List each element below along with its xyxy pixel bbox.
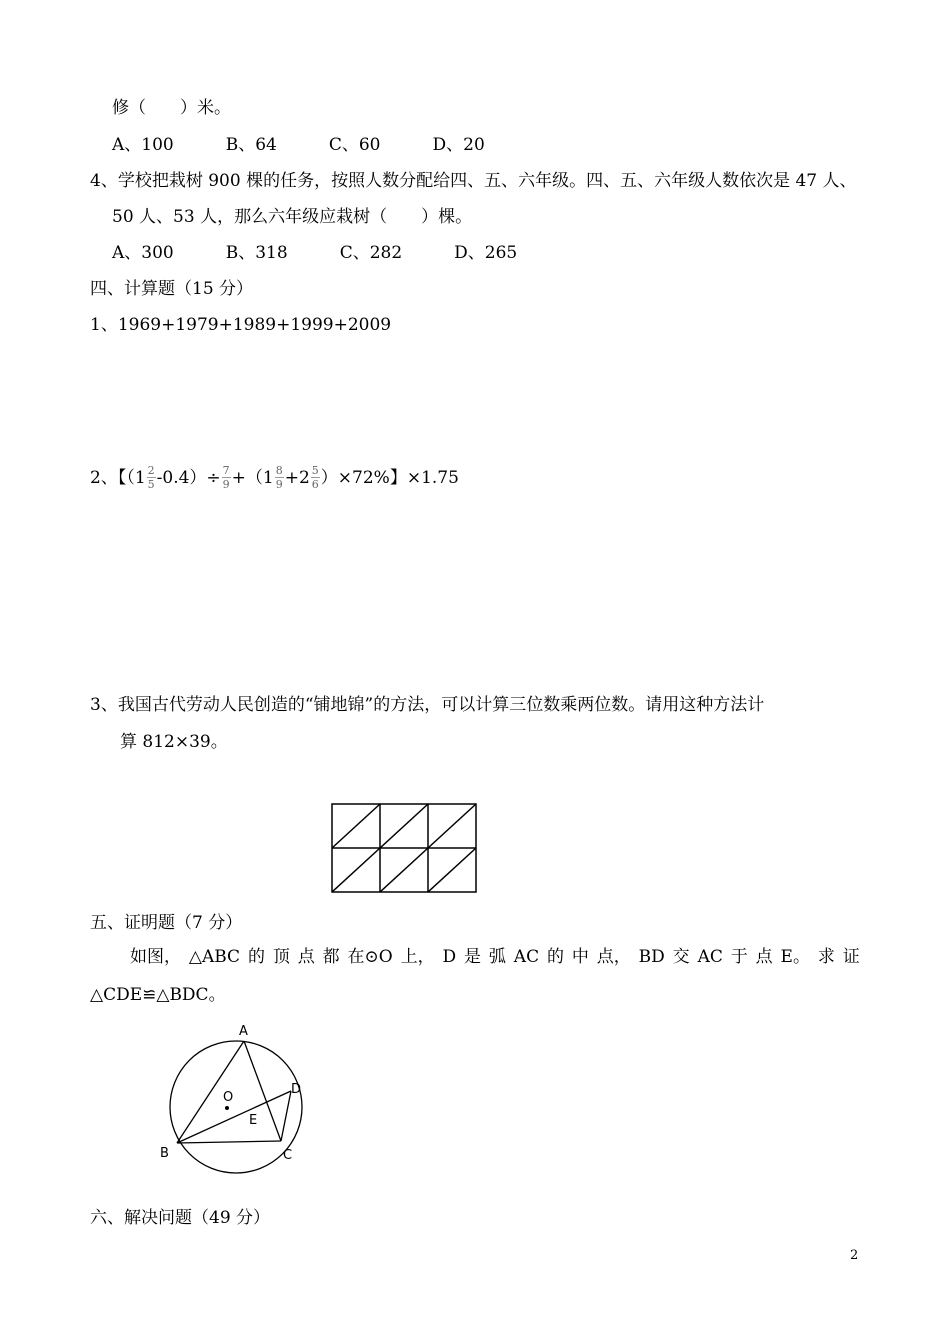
fraction-8-9: $\frac{8}{9}$ (275, 464, 283, 491)
segment-bc (177, 1141, 281, 1143)
label-o: O (223, 1090, 234, 1105)
section6-title: 六、解决问题（49 分） (90, 1208, 271, 1228)
calc2-part4: +2 (284, 468, 310, 488)
segment-dc (281, 1091, 291, 1141)
circle-triangle-figure (150, 1015, 320, 1175)
q4-option-d: D、265 (454, 243, 518, 263)
calc2-prefix: 2、【（1 (90, 468, 146, 488)
label-a: A (239, 1024, 248, 1039)
q4-options (112, 242, 569, 264)
calc2-part3: +（1 (231, 468, 274, 488)
q4-option-c: C、282 (339, 243, 403, 263)
calc2-part2: -0.4）÷ (156, 468, 221, 488)
q4-option-b: B、318 (225, 243, 288, 263)
calc2-expression (90, 465, 459, 492)
proof-statement-line2: △CDE≌△BDC。 (90, 985, 226, 1005)
lattice-grid-figure (325, 798, 485, 898)
section5-title: 五、证明题（7 分） (90, 913, 243, 933)
calc3-line2: 算 812×39。 (120, 732, 228, 752)
proof-statement-line1: 如图， △ABC 的 顶 点 都 在⊙O 上， D 是 弧 AC 的 中 点， BD 交 AC 于 点 E。 求 证 (130, 947, 860, 967)
label-b: B (160, 1146, 169, 1161)
q3-option-b: B、64 (225, 135, 277, 155)
page-number: 2 (850, 1248, 859, 1263)
q3-option-d: D、20 (432, 135, 485, 155)
calc3-line1: 3、我国古代劳动人民创造的“铺地锦”的方法，可以计算三位数乘两位数。请用这种方法计 (90, 695, 765, 715)
section4-title: 四、计算题（15 分） (90, 279, 254, 299)
calc1-expression: 1、1969+1979+1989+1999+2009 (90, 315, 392, 335)
q3-option-c: C、60 (328, 135, 381, 155)
q3-options (112, 134, 537, 156)
fraction-2-5: $\frac{2}{5}$ (147, 464, 155, 491)
label-c: C (283, 1148, 293, 1163)
fraction-5-6: $\frac{5}{6}$ (311, 464, 319, 491)
label-d: D (291, 1082, 302, 1097)
center-point-o (225, 1106, 229, 1110)
q3-option-a: A、100 (112, 135, 174, 155)
q4-line1: 4、学校把栽树 900 棵的任务，按照人数分配给四、五、六年级。四、五、六年级人数依次是 47 人、 (90, 171, 857, 191)
fraction-7-9: $\frac{7}{9}$ (222, 464, 230, 491)
q4-line2: 50 人、53 人，那么六年级应栽树（ ）棵。 (112, 207, 473, 227)
calc2-suffix: ）×72%】×1.75 (320, 468, 459, 488)
q3-tail: 修（ ）米。 (112, 98, 231, 118)
label-e: E (249, 1113, 258, 1128)
q4-option-a: A、300 (112, 243, 174, 263)
